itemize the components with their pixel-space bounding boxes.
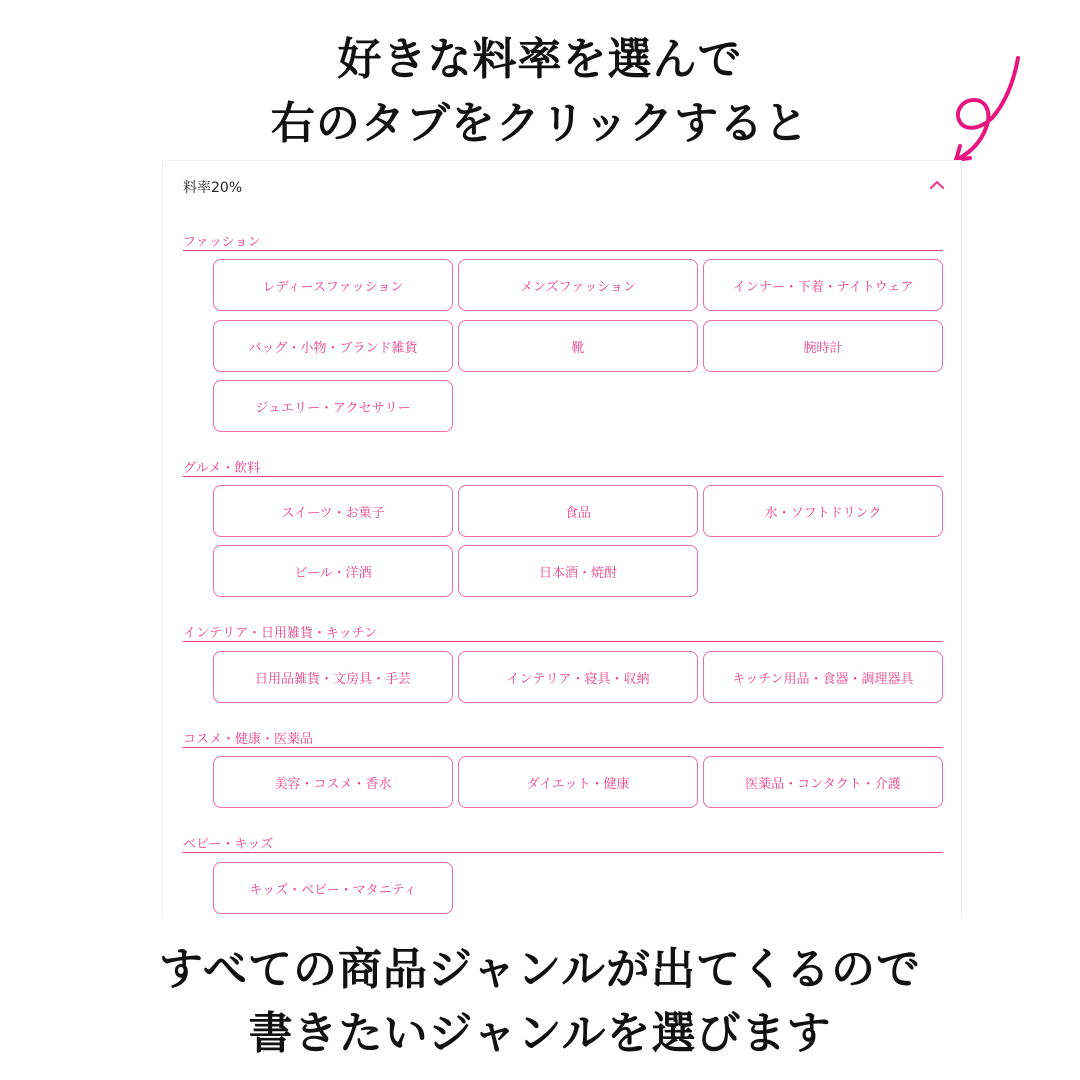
- genre-button[interactable]: 日本酒・焼酎: [458, 545, 698, 597]
- section-label-baby-kids: ベビー・キッズ: [183, 837, 274, 852]
- genre-button[interactable]: 医薬品・コンタクト・介護: [703, 756, 943, 808]
- section-divider: [183, 852, 943, 853]
- genre-button[interactable]: バッグ・小物・ブランド雑貨: [213, 320, 453, 372]
- genre-button[interactable]: 水・ソフトドリンク: [703, 485, 943, 537]
- genre-button[interactable]: レディースファッション: [213, 259, 453, 311]
- chevron-up-icon[interactable]: [927, 175, 947, 195]
- section-divider: [183, 747, 943, 748]
- caption-top-line-2: 右のタブをクリックすると: [270, 98, 810, 149]
- genre-button[interactable]: ダイエット・健康: [458, 756, 698, 808]
- caption-bottom-line-1: すべての商品ジャンルが出てくるので: [158, 944, 922, 995]
- section-divider: [183, 641, 943, 642]
- genre-button[interactable]: インナー・下着・ナイトウェア: [703, 259, 943, 311]
- caption-top: [0, 28, 1080, 156]
- genre-button[interactable]: メンズファッション: [458, 259, 698, 311]
- genre-button[interactable]: ビール・洋酒: [213, 545, 453, 597]
- panel-title: 料率20%: [183, 180, 243, 196]
- commission-rate-panel: [162, 160, 962, 918]
- hand-drawn-arrow-icon: [940, 50, 1030, 175]
- caption-bottom: [0, 938, 1080, 1066]
- panel-header[interactable]: [163, 161, 961, 213]
- section-label-interior: インテリア・日用雑貨・キッチン: [183, 626, 378, 641]
- section-label-cosmetics: コスメ・健康・医薬品: [183, 732, 314, 747]
- genre-button[interactable]: キッチン用品・食器・調理器具: [703, 651, 943, 703]
- section-label-gourmet: グルメ・飲料: [183, 461, 261, 476]
- caption-bottom-line-2: 書きたいジャンルを選びます: [248, 1008, 832, 1059]
- section-divider: [183, 250, 943, 251]
- genre-button[interactable]: 美容・コスメ・香水: [213, 756, 453, 808]
- section-divider: [183, 476, 943, 477]
- genre-button[interactable]: インテリア・寝具・収納: [458, 651, 698, 703]
- genre-button[interactable]: キッズ・ベビー・マタニティ: [213, 862, 453, 914]
- caption-top-line-1: 好きな料率を選んで: [337, 34, 743, 85]
- genre-button[interactable]: 腕時計: [703, 320, 943, 372]
- genre-button[interactable]: 食品: [458, 485, 698, 537]
- genre-button[interactable]: 日用品雑貨・文房具・手芸: [213, 651, 453, 703]
- section-label-fashion: ファッション: [183, 235, 261, 250]
- genre-button[interactable]: 靴: [458, 320, 698, 372]
- genre-button[interactable]: スイーツ・お菓子: [213, 485, 453, 537]
- genre-button[interactable]: ジュエリー・アクセサリー: [213, 380, 453, 432]
